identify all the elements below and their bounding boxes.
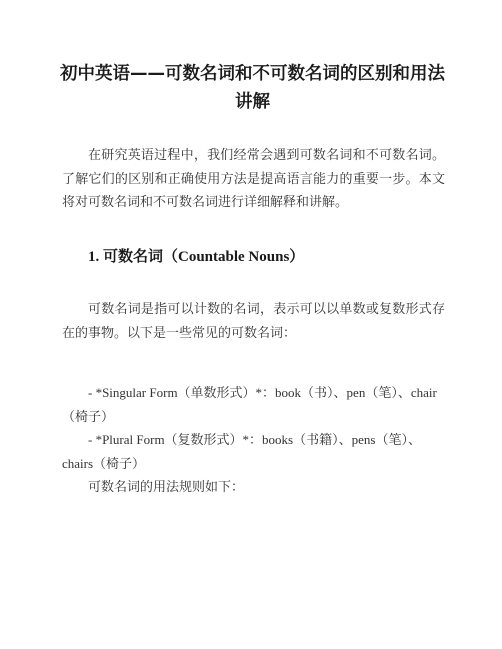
usage-rules-intro-paragraph: 可数名词的用法规则如下： <box>88 479 245 494</box>
document-title: 初中英语——可数名词和不可数名词的区别和用法讲解 <box>60 64 445 112</box>
countable-nouns-list <box>62 381 445 475</box>
countable-definition-paragraph: 可数名词是指可以计数的名词，表示可以以单数或复数形式存在的事物。以下是一些常见的可数名词： <box>62 301 445 340</box>
list-item-singular-form: - *Singular Form（单数形式）*：book（书）、pen（笔）、chair（椅子） <box>62 385 437 424</box>
section-heading-countable-nouns: 1. 可数名词（Countable Nouns） <box>88 249 305 265</box>
list-item-plural-form: - *Plural Form（复数形式）*：books（书籍）、pens（笔）、chairs（椅子） <box>62 432 421 471</box>
intro-paragraph: 在研究英语过程中，我们经常会遇到可数名词和不可数名词。了解它们的区别和正确使用方法是提高语言能力的重要一步。本文将对可数名词和不可数名词进行详细解释和讲解。 <box>62 147 445 209</box>
